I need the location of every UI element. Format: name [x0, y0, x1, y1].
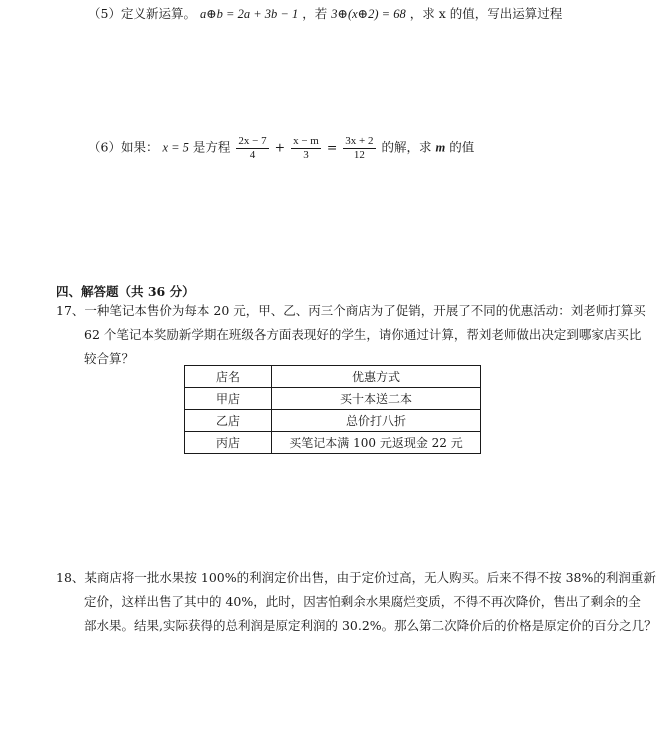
q5-middle-text: ，若 [302, 6, 328, 21]
q17-line-1: 17、一种笔记本售价为每本 20 元，甲、乙、丙三个商店为了促销，开展了不同的优惠活动：刘老师打算买 [56, 303, 646, 318]
table-row [185, 388, 481, 410]
q6-fraction-2-numerator: x − m [293, 135, 319, 147]
table-cell-store: 乙店 [185, 410, 272, 432]
q6-tail-post-text: 的值 [449, 139, 475, 155]
question-6 [88, 135, 474, 161]
q18-line-1: 18、某商店将一批水果按 100%的利润定价出售，由于定价过高，无人购买。后来不得不按 38%的利润重新 [56, 570, 656, 585]
q6-fraction-1-numerator: 2x − 7 [238, 135, 267, 147]
q5-tail-text: ，求 x 的值，写出运算过程 [409, 6, 563, 21]
question-17 [56, 299, 646, 371]
q17-line-3: 较合算？ [84, 351, 135, 366]
table-row [185, 410, 481, 432]
q6-fraction-1 [236, 135, 268, 161]
q18-line-2: 定价，这样出售了其中的 40%，此时，因害怕剩余水果腐烂变质，不得不再次降价，售出了剩余的全 [84, 594, 641, 609]
question-5 [88, 4, 562, 22]
q6-x-value: x = 5 [162, 140, 189, 155]
q6-fraction-2 [291, 135, 321, 161]
table-cell-discount: 买笔记本满 100 元返现金 22 元 [272, 432, 481, 454]
table-cell-discount: 买十本送二本 [272, 388, 481, 410]
table-cell-store: 甲店 [185, 388, 272, 410]
q5-definition-formula: a⊕b = 2a + 3b − 1 [199, 7, 299, 21]
table-cell-store: 丙店 [185, 432, 272, 454]
q6-label: （6）如果： [88, 139, 159, 155]
q6-m-variable: m [435, 140, 446, 155]
q6-fraction-2-denominator: 3 [303, 148, 309, 161]
q6-tail-pre-text: 的解，求 [381, 139, 432, 155]
q6-fraction-3 [343, 135, 375, 161]
q6-fraction-3-numerator: 3x + 2 [345, 135, 374, 147]
table-header-store: 店名 [185, 366, 272, 388]
q6-is-equation-text: 是方程 [192, 139, 231, 155]
question-18 [56, 566, 657, 638]
table-row [185, 432, 481, 454]
table-header-row [185, 366, 481, 388]
section-4-heading: 四、解答题（共 36 分） [56, 284, 195, 299]
table-cell-discount: 总价打八折 [272, 410, 481, 432]
q6-fraction-3-denominator: 12 [353, 148, 365, 161]
q17-line-2: 62 个笔记本奖励新学期在班级各方面表现好的学生，请你通过计算，帮刘老师做出决定到哪家店买比 [84, 327, 642, 342]
q18-line-3: 部水果。结果,实际获得的总利润是原定利润的 30.2%。那么第二次降价后的价格是原定价的百分之几？ [84, 618, 657, 633]
q6-equals-sign: = [326, 139, 338, 155]
q6-fraction-1-denominator: 4 [249, 148, 256, 161]
q5-label: （5）定义新运算。 [88, 6, 196, 21]
table-header-discount: 优惠方式 [272, 366, 481, 388]
discount-table [184, 365, 481, 454]
q6-plus-sign: + [274, 139, 286, 155]
q5-equation: 3⊕(x⊕2) = 68 [331, 7, 406, 21]
